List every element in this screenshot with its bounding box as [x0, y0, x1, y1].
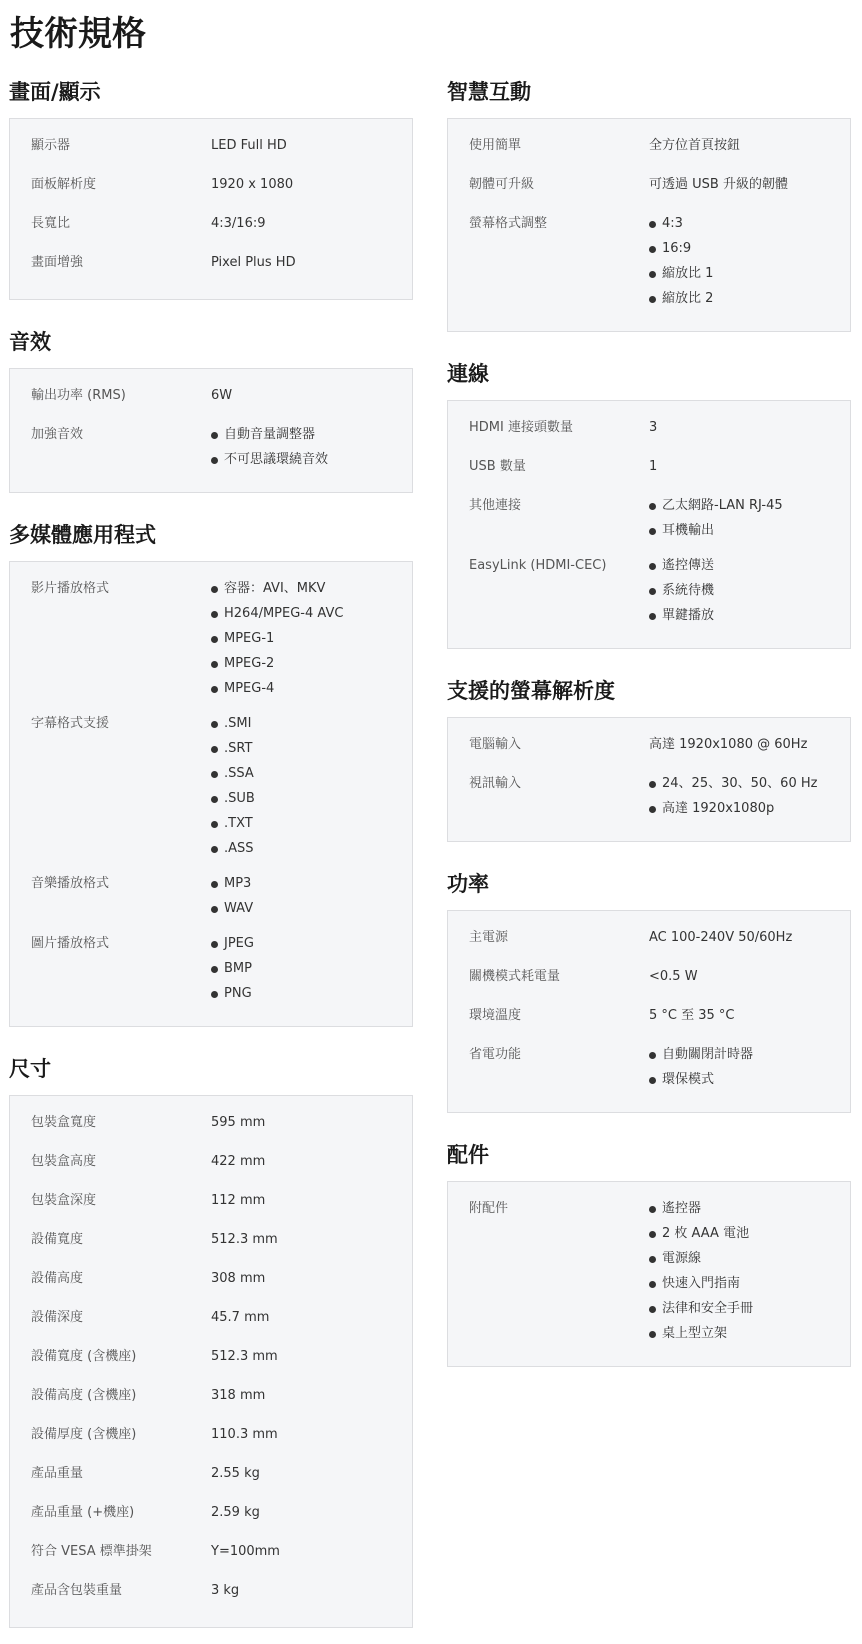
spec-table [447, 118, 851, 332]
spec-label: USB 數量 [469, 459, 526, 474]
section-title: 智慧互動 [447, 80, 531, 104]
spec-label: 產品含包裝重量 [31, 1583, 123, 1598]
spec-label: 螢幕格式調整 [469, 216, 548, 231]
right-column [447, 72, 851, 1367]
section-spacer [9, 1027, 413, 1049]
section-title: 音效 [9, 330, 51, 354]
spec-row [448, 553, 850, 638]
spec-value: 45.7 mm [211, 1310, 270, 1325]
spec-value [211, 871, 412, 921]
spec-row [10, 383, 412, 422]
spec-row [10, 871, 412, 931]
spec-row [448, 172, 850, 211]
spec-label: 設備高度 (含機座) [31, 1388, 137, 1403]
spec-section [447, 1135, 851, 1367]
spec-row [10, 1305, 412, 1344]
spec-value-item: 4:3 [649, 211, 850, 236]
spec-value-item: 縮放比 1 [649, 261, 850, 286]
spec-label: 視訊輸入 [469, 776, 522, 791]
spec-label: 影片播放格式 [31, 581, 110, 596]
spec-row [10, 1149, 412, 1188]
left-column [9, 72, 413, 1628]
spec-value-item: WAV [211, 896, 412, 921]
spec-value: 3 kg [211, 1583, 240, 1598]
spec-label: 面板解析度 [31, 177, 97, 192]
spec-value-item: 自動關閉計時器 [649, 1042, 850, 1067]
spec-value-item: 24、25、30、50、60 Hz [649, 771, 850, 796]
spec-value: 318 mm [211, 1388, 266, 1403]
spec-table [9, 118, 413, 300]
spec-value-item: .SSA [211, 761, 412, 786]
spec-value-item: 環保模式 [649, 1067, 850, 1092]
spec-row [448, 133, 850, 172]
spec-value-list [649, 553, 850, 628]
spec-label: 包裝盒寬度 [31, 1115, 97, 1130]
spec-value-item: 遙控器 [649, 1196, 850, 1221]
spec-label: 設備高度 [31, 1271, 84, 1286]
spec-value-item: 2 枚 AAA 電池 [649, 1221, 850, 1246]
spec-row [10, 1383, 412, 1422]
spec-table [447, 1181, 851, 1367]
spec-row [10, 1500, 412, 1539]
spec-label: 使用簡單 [469, 138, 522, 153]
spec-value: 308 mm [211, 1271, 266, 1286]
spec-label: 字幕格式支援 [31, 716, 110, 731]
spec-row [448, 732, 850, 771]
spec-label: 設備寬度 (含機座) [31, 1349, 137, 1364]
section-spacer [447, 649, 851, 671]
spec-table [447, 400, 851, 649]
section-title: 尺寸 [9, 1057, 51, 1081]
spec-value: AC 100-240V 50/60Hz [649, 930, 793, 945]
spec-label: 產品重量 [31, 1466, 84, 1481]
spec-value-item: 桌上型立架 [649, 1321, 850, 1346]
spec-value: <0.5 W [649, 969, 698, 984]
spec-row [10, 1266, 412, 1305]
spec-value-item: MPEG-4 [211, 676, 412, 701]
spec-value [211, 576, 412, 701]
section-spacer [9, 493, 413, 515]
spec-value-list [649, 771, 850, 821]
spec-label: 畫面增強 [31, 255, 84, 270]
spec-label: 關機模式耗電量 [469, 969, 561, 984]
spec-label: 電腦輸入 [469, 737, 522, 752]
spec-row [448, 415, 850, 454]
spec-row [10, 1422, 412, 1461]
spec-value: 112 mm [211, 1193, 266, 1208]
spec-row [10, 711, 412, 871]
spec-label: 圖片播放格式 [31, 936, 110, 951]
spec-row [10, 931, 412, 1016]
spec-label: 產品重量 (+機座) [31, 1505, 135, 1520]
spec-value-item: 乙太網路-LAN RJ-45 [649, 493, 850, 518]
spec-value [649, 1042, 850, 1092]
spec-value: 595 mm [211, 1115, 266, 1130]
spec-value-list [211, 422, 412, 472]
spec-value-list [649, 1042, 850, 1092]
spec-value: 512.3 mm [211, 1232, 278, 1247]
spec-value-item: H264/MPEG-4 AVC [211, 601, 412, 626]
spec-value-item: 法律和安全手冊 [649, 1296, 850, 1321]
section-title: 支援的螢幕解析度 [447, 679, 615, 703]
spec-value: 3 [649, 420, 658, 435]
spec-row [10, 211, 412, 250]
spec-row [448, 1003, 850, 1042]
spec-row [10, 1461, 412, 1500]
spec-value-item: MPEG-2 [211, 651, 412, 676]
spec-value-item: 單鍵播放 [649, 603, 850, 628]
spec-label: HDMI 連接頭數量 [469, 420, 573, 435]
spec-section [447, 354, 851, 649]
spec-label: 長寬比 [31, 216, 71, 231]
spec-label: 主電源 [469, 930, 509, 945]
spec-value-item: 高達 1920x1080p [649, 796, 850, 821]
spec-row [448, 1042, 850, 1102]
spec-row [10, 1344, 412, 1383]
spec-row [10, 250, 412, 289]
spec-value-item: 容器：AVI、MKV [211, 576, 412, 601]
spec-value-item: 快速入門指南 [649, 1271, 850, 1296]
section-spacer [447, 842, 851, 864]
section-spacer [447, 1113, 851, 1135]
spec-value: Y=100mm [211, 1544, 280, 1559]
spec-value [211, 422, 412, 472]
spec-row [10, 1578, 412, 1617]
spec-row [10, 133, 412, 172]
spec-value [649, 553, 850, 628]
spec-value: Pixel Plus HD [211, 255, 296, 270]
spec-label: 設備厚度 (含機座) [31, 1427, 137, 1442]
spec-value [649, 771, 850, 821]
spec-label: 附配件 [469, 1201, 509, 1216]
section-title: 多媒體應用程式 [9, 523, 156, 547]
spec-section [447, 72, 851, 332]
spec-value-list [211, 711, 412, 861]
spec-value: 422 mm [211, 1154, 266, 1169]
spec-label: 音樂播放格式 [31, 876, 110, 891]
spec-row [448, 493, 850, 553]
spec-label: 其他連接 [469, 498, 522, 513]
spec-label: 顯示器 [31, 138, 71, 153]
spec-value-item: .ASS [211, 836, 412, 861]
spec-value: 110.3 mm [211, 1427, 278, 1442]
spec-row [10, 422, 412, 482]
spec-row [10, 1110, 412, 1149]
spec-label: 設備深度 [31, 1310, 84, 1325]
spec-value-list [649, 1196, 850, 1346]
spec-value [211, 711, 412, 861]
spec-value: LED Full HD [211, 138, 287, 153]
spec-value: 4:3/16:9 [211, 216, 266, 231]
spec-value-item: JPEG [211, 931, 412, 956]
spec-value-item: 遙控傳送 [649, 553, 850, 578]
spec-table [9, 1095, 413, 1628]
spec-value [649, 493, 850, 543]
spec-label: 省電功能 [469, 1047, 522, 1062]
spec-section [9, 515, 413, 1027]
spec-value: 5 °C 至 35 °C [649, 1008, 735, 1023]
section-title: 畫面/顯示 [9, 80, 101, 104]
spec-row [448, 1196, 850, 1356]
spec-value: 1 [649, 459, 658, 474]
spec-value [211, 931, 412, 1006]
spec-value: 1920 x 1080 [211, 177, 294, 192]
spec-table [9, 368, 413, 493]
spec-value-item: 系統待機 [649, 578, 850, 603]
spec-section [9, 1049, 413, 1628]
spec-value-item: .TXT [211, 811, 412, 836]
spec-value: 2.55 kg [211, 1466, 260, 1481]
spec-value-list [649, 493, 850, 543]
spec-value-item: PNG [211, 981, 412, 1006]
spec-row [448, 211, 850, 321]
spec-table [447, 910, 851, 1113]
spec-row [448, 454, 850, 493]
spec-table [9, 561, 413, 1027]
section-title: 配件 [447, 1143, 489, 1167]
spec-value-item: 自動音量調整器 [211, 422, 412, 447]
spec-table [447, 717, 851, 842]
spec-value-item: 16:9 [649, 236, 850, 261]
spec-value: 2.59 kg [211, 1505, 260, 1520]
section-spacer [447, 332, 851, 354]
spec-label: 輸出功率 (RMS) [31, 388, 126, 403]
spec-value-item: .SMI [211, 711, 412, 736]
page-title: 技術規格 [10, 14, 146, 54]
spec-value-list [211, 576, 412, 701]
spec-value-item: MPEG-1 [211, 626, 412, 651]
spec-value-list [211, 871, 412, 921]
spec-value [649, 211, 850, 311]
spec-value-item: BMP [211, 956, 412, 981]
spec-value-item: 電源線 [649, 1246, 850, 1271]
spec-row [10, 1188, 412, 1227]
spec-label: 環境溫度 [469, 1008, 522, 1023]
spec-section [447, 864, 851, 1113]
spec-value-item: 不可思議環繞音效 [211, 447, 412, 472]
spec-section [9, 322, 413, 493]
spec-value: 6W [211, 388, 233, 403]
spec-section [447, 671, 851, 842]
spec-value [649, 1196, 850, 1346]
spec-value-item: .SUB [211, 786, 412, 811]
spec-row [448, 771, 850, 831]
spec-row [448, 964, 850, 1003]
spec-value-item: 縮放比 2 [649, 286, 850, 311]
spec-label: EasyLink (HDMI-CEC) [469, 558, 607, 573]
spec-value-item: .SRT [211, 736, 412, 761]
spec-value-list [211, 931, 412, 1006]
spec-row [10, 1539, 412, 1578]
spec-row [448, 925, 850, 964]
spec-label: 韌體可升級 [469, 177, 535, 192]
spec-label: 包裝盒深度 [31, 1193, 97, 1208]
spec-value: 高達 1920x1080 @ 60Hz [649, 737, 808, 752]
spec-row [10, 1227, 412, 1266]
spec-section [9, 72, 413, 300]
spec-value: 512.3 mm [211, 1349, 278, 1364]
spec-value-item: MP3 [211, 871, 412, 896]
spec-row [10, 576, 412, 711]
spec-label: 符合 VESA 標準掛架 [31, 1544, 152, 1559]
spec-label: 加強音效 [31, 427, 84, 442]
spec-value: 可透過 USB 升級的韌體 [649, 177, 788, 192]
section-spacer [9, 300, 413, 322]
spec-label: 包裝盒高度 [31, 1154, 97, 1169]
section-title: 連線 [447, 362, 489, 386]
spec-row [10, 172, 412, 211]
spec-value: 全方位首頁按鈕 [649, 138, 741, 153]
spec-value-list [649, 211, 850, 311]
spec-label: 設備寬度 [31, 1232, 84, 1247]
section-title: 功率 [447, 872, 489, 896]
spec-value-item: 耳機輸出 [649, 518, 850, 543]
